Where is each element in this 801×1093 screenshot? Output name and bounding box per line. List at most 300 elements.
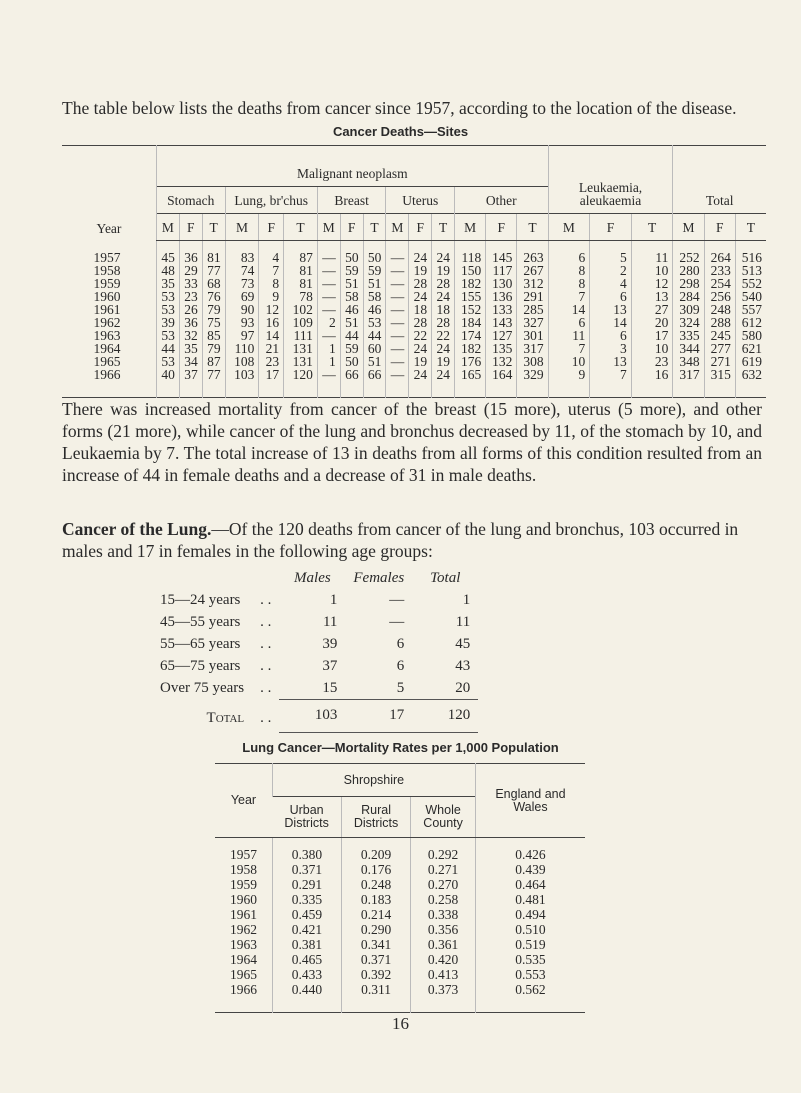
- cell: 35: [157, 277, 180, 290]
- cell: 66: [340, 368, 363, 398]
- cell: 102: [284, 303, 318, 316]
- cell: 0.271: [411, 862, 476, 877]
- cell: 1960: [229, 892, 257, 907]
- cell: 10: [548, 355, 590, 368]
- cell: 132: [486, 355, 517, 368]
- cell: 59: [340, 342, 363, 355]
- cell: 19: [409, 264, 432, 277]
- cell: 75: [202, 316, 225, 329]
- cell: 0.335: [272, 892, 341, 907]
- cell: 46: [363, 303, 386, 316]
- cell: 19: [409, 355, 432, 368]
- cell: 131: [284, 355, 318, 368]
- cell: 11: [455, 614, 471, 630]
- cell: 28: [409, 316, 432, 329]
- cell: 335: [673, 329, 704, 342]
- cell: 0.413: [411, 967, 476, 982]
- cell: 7: [590, 368, 632, 398]
- sub-header: T: [284, 214, 318, 241]
- cell: 130: [486, 277, 517, 290]
- shropshire-header: Shropshire: [272, 764, 475, 797]
- table-row: [215, 982, 585, 1013]
- cell: 8: [548, 277, 590, 290]
- cell: 0.291: [272, 877, 341, 892]
- cell: 6: [396, 636, 405, 652]
- cell: 28: [409, 277, 432, 290]
- cell: 28: [432, 277, 455, 290]
- cell: 53: [363, 316, 386, 329]
- cell: 2: [590, 264, 632, 277]
- cell: 109: [284, 316, 318, 329]
- cell: 20: [631, 316, 673, 329]
- cell: 327: [517, 316, 548, 329]
- site-header: Stomach: [157, 187, 226, 214]
- total-cell: 120: [412, 700, 478, 733]
- cell: 0.311: [341, 982, 410, 1013]
- cell: 1959: [229, 877, 257, 892]
- cell: 143: [486, 316, 517, 329]
- cell: 6: [590, 329, 632, 342]
- cell: 6: [548, 241, 590, 265]
- year-cell: 1961: [93, 302, 121, 317]
- cell: —: [386, 290, 409, 303]
- cell: 60: [363, 342, 386, 355]
- cell: 1: [329, 592, 338, 608]
- cell: 20: [455, 680, 471, 696]
- cell: 233: [704, 264, 735, 277]
- cell: 540: [735, 290, 766, 303]
- cell: —: [389, 592, 405, 608]
- cell: 87: [202, 355, 225, 368]
- cell: 40: [157, 368, 180, 398]
- sub-header: M: [317, 214, 340, 241]
- cell: 0.183: [341, 892, 410, 907]
- cell: 1: [317, 355, 340, 368]
- cell: 108: [225, 355, 259, 368]
- cell: —: [317, 241, 340, 265]
- cell: 317: [673, 368, 704, 398]
- sub-header: T: [202, 214, 225, 241]
- cell: 0.464: [475, 877, 585, 892]
- cell: 0.562: [475, 982, 585, 1013]
- cell: 264: [704, 241, 735, 265]
- cell: 24: [432, 241, 455, 265]
- cell: 254: [704, 277, 735, 290]
- table-row: [215, 892, 585, 907]
- cell: 17: [631, 329, 673, 342]
- year-cell: 1957: [93, 249, 121, 265]
- cell: 90: [225, 303, 259, 316]
- table-row: [160, 633, 478, 655]
- cell: 50: [340, 355, 363, 368]
- lung-paragraph: [62, 518, 762, 562]
- cell: 513: [735, 264, 766, 277]
- cell: 24: [409, 290, 432, 303]
- sub-header: T: [432, 214, 455, 241]
- cell: 248: [704, 303, 735, 316]
- cell: 0.510: [475, 922, 585, 937]
- cell: 51: [363, 355, 386, 368]
- cell: —: [386, 368, 409, 398]
- age-groups-table: [160, 567, 478, 733]
- cell: 83: [225, 241, 259, 265]
- table-row: [215, 967, 585, 982]
- cell: 29: [179, 264, 202, 277]
- intro-text: The table below lists the deaths from cancer since 1957, according to the location of the disease.: [62, 98, 737, 118]
- cell: 1958: [229, 862, 257, 877]
- cell: 9: [259, 290, 284, 303]
- cell: 621: [735, 342, 766, 355]
- cell: 12: [259, 303, 284, 316]
- district-header: Rural Districts: [341, 797, 410, 838]
- cell: 632: [735, 368, 766, 398]
- table3-caption: Lung Cancer—Mortality Rates per 1,000 Population: [242, 740, 559, 755]
- cell: —: [317, 329, 340, 342]
- cell: 182: [455, 342, 486, 355]
- cell: 0.380: [272, 838, 341, 863]
- sub-header: T: [363, 214, 386, 241]
- cell: —: [386, 316, 409, 329]
- year-cell: 1962: [93, 315, 121, 330]
- cell: 1964: [229, 952, 257, 967]
- cell: 1965: [229, 967, 257, 982]
- cell: 5: [396, 680, 405, 696]
- cell: 0.292: [411, 838, 476, 863]
- cell: 0.258: [411, 892, 476, 907]
- cell: 0.535: [475, 952, 585, 967]
- cell: 0.481: [475, 892, 585, 907]
- lung-heading: Cancer of the Lung.: [62, 519, 212, 539]
- cell: 0.459: [272, 907, 341, 922]
- cell: 53: [157, 329, 180, 342]
- cell: 18: [432, 303, 455, 316]
- cell: 1: [317, 342, 340, 355]
- table-row: [160, 589, 478, 611]
- site-header: Uterus: [386, 187, 455, 214]
- cell: 24: [432, 342, 455, 355]
- cell: 79: [202, 342, 225, 355]
- cell: 74: [225, 264, 259, 277]
- cell: 46: [340, 303, 363, 316]
- cell: 0.371: [341, 952, 410, 967]
- cell: 580: [735, 329, 766, 342]
- cell: —: [386, 342, 409, 355]
- cell: 612: [735, 316, 766, 329]
- sub-header: M: [157, 214, 180, 241]
- cell: 73: [225, 277, 259, 290]
- cell: 0.338: [411, 907, 476, 922]
- cell: 7: [548, 290, 590, 303]
- total-cell: Total: [206, 710, 245, 726]
- cell: 12: [631, 277, 673, 290]
- table-row: [215, 862, 585, 877]
- cell: 79: [202, 303, 225, 316]
- cell: 0.356: [411, 922, 476, 937]
- age-col-header: Total: [430, 570, 461, 586]
- cell: 36: [179, 316, 202, 329]
- cell: 48: [157, 264, 180, 277]
- table-row: [160, 655, 478, 677]
- cell: —: [386, 264, 409, 277]
- district-header: Urban Districts: [272, 797, 341, 838]
- cell: 28: [432, 316, 455, 329]
- table-row: [160, 611, 478, 633]
- cell: 14: [259, 329, 284, 342]
- cell: 348: [673, 355, 704, 368]
- sub-header: F: [340, 214, 363, 241]
- cell: 3: [590, 342, 632, 355]
- cell: 10: [631, 264, 673, 277]
- cell: 288: [704, 316, 735, 329]
- cell: 0.209: [341, 838, 410, 863]
- cell: 26: [179, 303, 202, 316]
- cell: 13: [590, 303, 632, 316]
- age-col-header: Females: [353, 570, 405, 586]
- cell: 0.373: [411, 982, 476, 1013]
- cell: 0.381: [272, 937, 341, 952]
- site-header: Breast: [317, 187, 386, 214]
- age-col-header: Males: [294, 570, 331, 586]
- cell: 111: [284, 329, 318, 342]
- cell: 0.519: [475, 937, 585, 952]
- cell: 136: [486, 290, 517, 303]
- cell: 1966: [229, 982, 257, 997]
- cell: 59: [363, 264, 386, 277]
- cell: 0.248: [341, 877, 410, 892]
- cell: —: [386, 303, 409, 316]
- cell: 68: [202, 277, 225, 290]
- cell: 0.439: [475, 862, 585, 877]
- cell: —: [386, 355, 409, 368]
- cell: 324: [673, 316, 704, 329]
- sub-header: M: [225, 214, 259, 241]
- cell: 0.420: [411, 952, 476, 967]
- table-row: [215, 922, 585, 937]
- cell: —: [389, 614, 405, 630]
- cell: 174: [455, 329, 486, 342]
- cell: 256: [704, 290, 735, 303]
- cell: 76: [202, 290, 225, 303]
- cell: 263: [517, 241, 548, 265]
- table-row: [62, 368, 766, 398]
- cell: 58: [363, 290, 386, 303]
- cell: 19: [432, 264, 455, 277]
- year-header: Year: [96, 220, 122, 236]
- cell: 14: [548, 303, 590, 316]
- year-cell: 1963: [93, 328, 121, 343]
- cell: 1962: [229, 922, 257, 937]
- cell: 53: [157, 355, 180, 368]
- cell: 39: [157, 316, 180, 329]
- leukaemia-header: Leukaemia, aleukaemia: [548, 146, 673, 214]
- cell: 22: [409, 329, 432, 342]
- cell: 43: [455, 658, 471, 674]
- cell: 0.290: [341, 922, 410, 937]
- cell: —: [317, 264, 340, 277]
- site-header: Lung, br'chus: [225, 187, 317, 214]
- cell: 344: [673, 342, 704, 355]
- cell: 15: [322, 680, 338, 696]
- cell: 312: [517, 277, 548, 290]
- cell: 11: [322, 614, 338, 630]
- summary-paragraph: There was increased mortality from cancer of the breast (15 more), uterus (5 more), and other forms (21 more), while cancer of the lung and bronchus decreased by 11, of the stomach by 10, and Leukaemia by 7. The total increase of 13 in deaths from all forms of this condition resulted from an increase of 44 in female deaths and a decrease of 31 in male deaths.: [62, 399, 762, 485]
- cell: 55—65 years: [160, 636, 241, 652]
- cell: 117: [486, 264, 517, 277]
- year-cell: 1964: [93, 341, 121, 356]
- cell: 0.392: [341, 967, 410, 982]
- cell: 59: [340, 264, 363, 277]
- cell: 164: [486, 368, 517, 398]
- cell: . .: [260, 658, 272, 674]
- cell: 35: [179, 342, 202, 355]
- cell: 145: [486, 241, 517, 265]
- cell: 39: [322, 636, 338, 652]
- cell: 184: [455, 316, 486, 329]
- mortality-rates-table: [215, 763, 585, 1013]
- cell: 87: [284, 241, 318, 265]
- cell: 77: [202, 264, 225, 277]
- cell: 19: [432, 355, 455, 368]
- cell: 152: [455, 303, 486, 316]
- cell: . .: [260, 636, 272, 652]
- cell: 81: [284, 264, 318, 277]
- cell: 58: [340, 290, 363, 303]
- cell: 308: [517, 355, 548, 368]
- sub-header: M: [673, 214, 704, 241]
- cancer-deaths-table: [62, 145, 766, 398]
- cell: 7: [548, 342, 590, 355]
- sub-header: M: [386, 214, 409, 241]
- cell: 11: [631, 241, 673, 265]
- table-row: [215, 907, 585, 922]
- cell: 81: [202, 241, 225, 265]
- cell: 23: [179, 290, 202, 303]
- cell: 182: [455, 277, 486, 290]
- cell: 85: [202, 329, 225, 342]
- cell: . .: [260, 614, 272, 630]
- cell: 53: [157, 290, 180, 303]
- cell: 51: [340, 316, 363, 329]
- total-header: Total: [673, 146, 766, 214]
- cell: 45—55 years: [160, 614, 241, 630]
- cell: 1963: [229, 937, 257, 952]
- cell: 2: [317, 316, 340, 329]
- cell: 14: [590, 316, 632, 329]
- cell: 24: [409, 342, 432, 355]
- cell: 0.440: [272, 982, 341, 1013]
- cell: 0.214: [341, 907, 410, 922]
- district-header: Whole County: [411, 797, 476, 838]
- year-cell: 1959: [93, 276, 121, 291]
- cell: 1: [462, 592, 471, 608]
- cell: 277: [704, 342, 735, 355]
- cell: 10: [631, 342, 673, 355]
- cell: 16: [259, 316, 284, 329]
- cell: 15—24 years: [160, 592, 241, 608]
- sub-header: M: [455, 214, 486, 241]
- cell: 4: [259, 241, 284, 265]
- cell: 0.421: [272, 922, 341, 937]
- sub-header: T: [735, 214, 766, 241]
- cell: 8: [548, 264, 590, 277]
- cell: 245: [704, 329, 735, 342]
- cell: 17: [259, 368, 284, 398]
- total-cell: 17: [345, 700, 412, 733]
- cell: 0.371: [272, 862, 341, 877]
- cell: 44: [363, 329, 386, 342]
- total-cell: . .: [260, 710, 272, 726]
- cell: 1961: [229, 907, 257, 922]
- cell: . .: [260, 680, 272, 697]
- table-row: [215, 877, 585, 892]
- cell: 0.176: [341, 862, 410, 877]
- cell: —: [317, 303, 340, 316]
- cell: 103: [225, 368, 259, 398]
- sub-header: T: [517, 214, 548, 241]
- cell: 5: [590, 241, 632, 265]
- england-wales-header: England and Wales: [475, 764, 585, 838]
- cell: 516: [735, 241, 766, 265]
- sub-header: F: [409, 214, 432, 241]
- cell: 44: [340, 329, 363, 342]
- cell: 44: [157, 342, 180, 355]
- cell: 315: [704, 368, 735, 398]
- cell: 9: [548, 368, 590, 398]
- cell: 23: [631, 355, 673, 368]
- cell: 45: [157, 241, 180, 265]
- cell: 66: [363, 368, 386, 398]
- page-number: 16: [392, 1014, 409, 1033]
- cell: 165: [455, 368, 486, 398]
- cell: 36: [179, 241, 202, 265]
- cell: 13: [631, 290, 673, 303]
- table-row: [62, 241, 766, 265]
- cell: 309: [673, 303, 704, 316]
- cell: 0.553: [475, 967, 585, 982]
- cell: 24: [432, 290, 455, 303]
- cell: 45: [455, 636, 471, 652]
- cell: 131: [284, 342, 318, 355]
- cell: 37: [322, 658, 338, 674]
- cell: 6: [590, 290, 632, 303]
- sub-header: F: [704, 214, 735, 241]
- cell: 271: [704, 355, 735, 368]
- cell: 23: [259, 355, 284, 368]
- cell: 18: [409, 303, 432, 316]
- cell: 127: [486, 329, 517, 342]
- cell: 280: [673, 264, 704, 277]
- cell: 51: [340, 277, 363, 290]
- cell: 65—75 years: [160, 658, 241, 674]
- cell: 22: [432, 329, 455, 342]
- year-cell: 1965: [93, 354, 121, 369]
- cell: 285: [517, 303, 548, 316]
- cell: 7: [259, 264, 284, 277]
- cell: 0.433: [272, 967, 341, 982]
- cell: 51: [363, 277, 386, 290]
- site-header: Other: [455, 187, 549, 214]
- cell: 69: [225, 290, 259, 303]
- cell: 78: [284, 290, 318, 303]
- cell: 53: [157, 303, 180, 316]
- cell: 11: [548, 329, 590, 342]
- table-row: [215, 937, 585, 952]
- cell: 291: [517, 290, 548, 303]
- cell: 6: [396, 658, 405, 674]
- cell: 0.494: [475, 907, 585, 922]
- cell: 0.465: [272, 952, 341, 967]
- cell: 252: [673, 241, 704, 265]
